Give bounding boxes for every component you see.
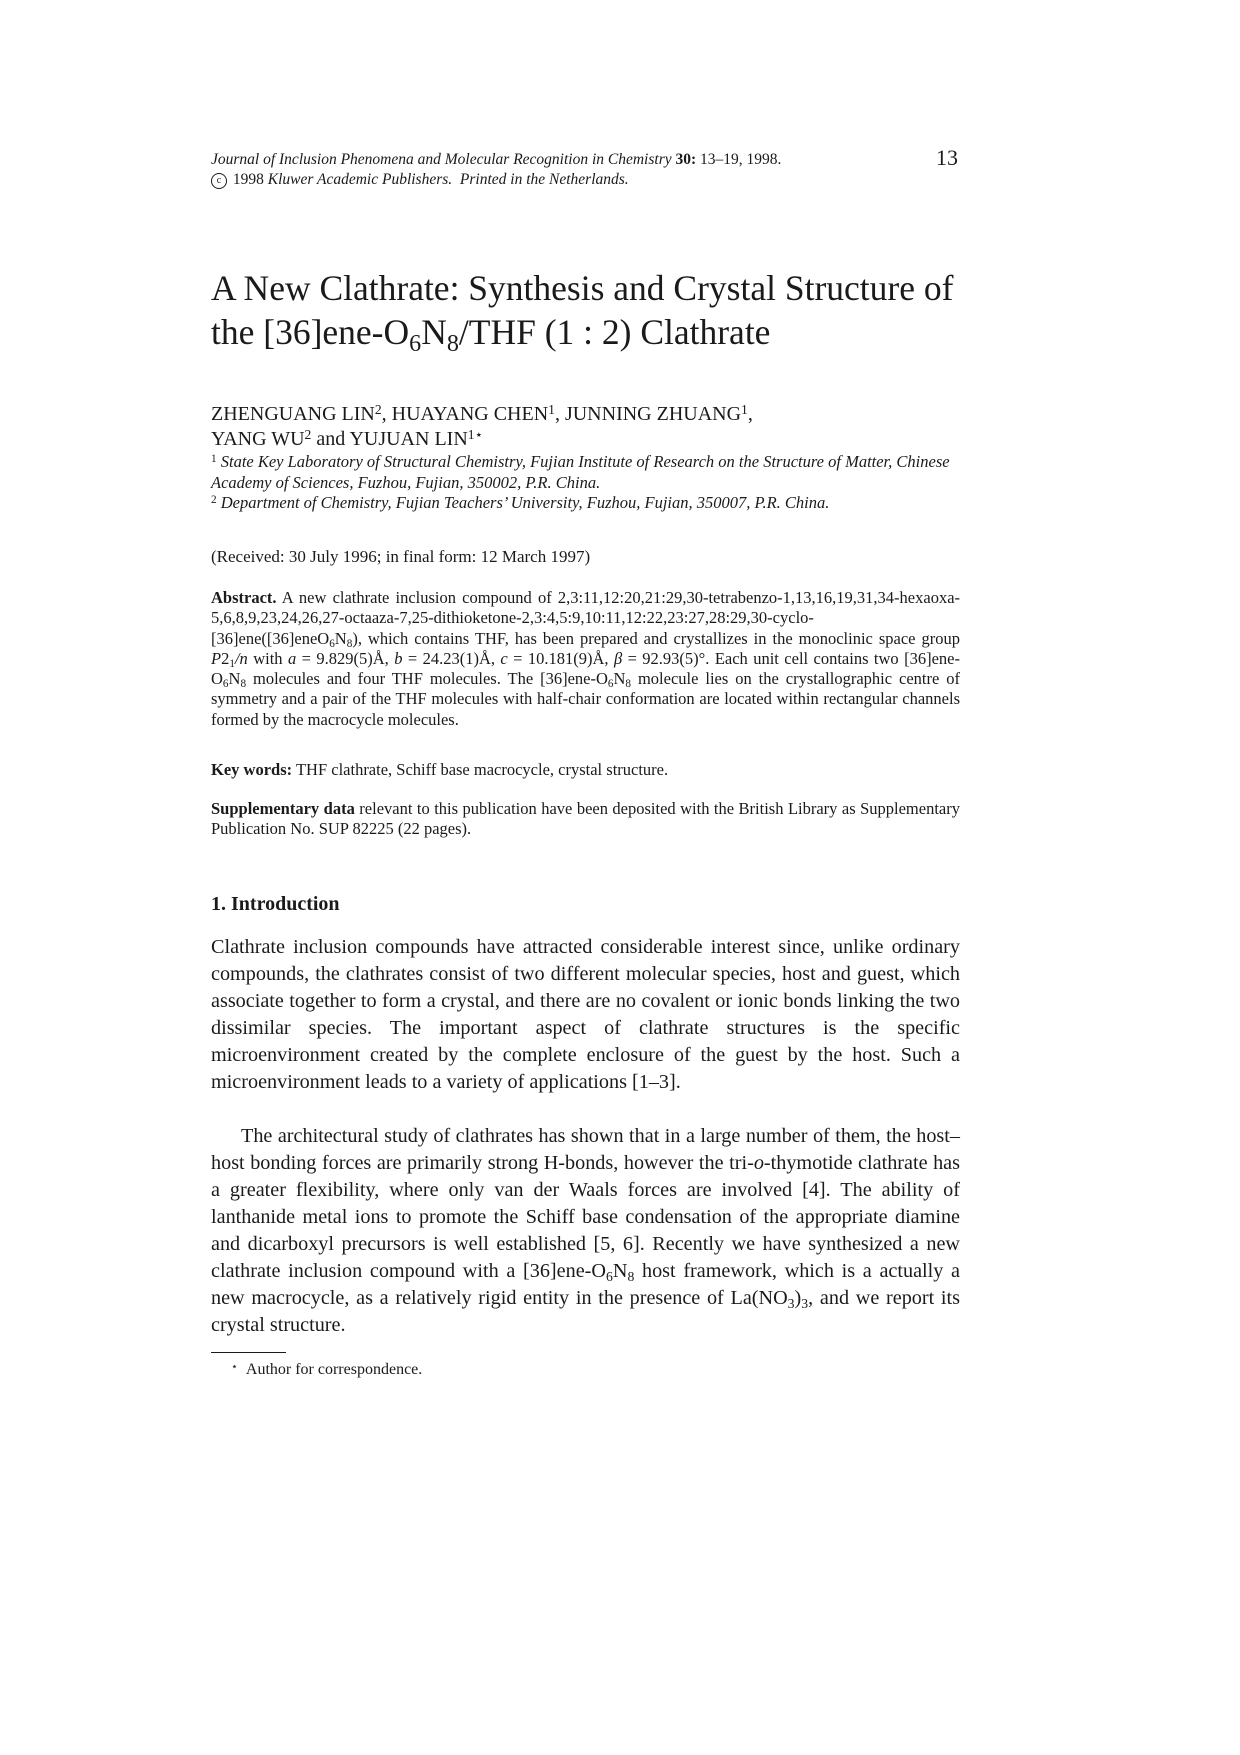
section-heading-introduction: 1. Introduction <box>211 893 340 915</box>
supplementary-data: Supplementary data relevant to this publication have been deposited with the British Library as Supplementary Publication No. SUP 82225 (22 pages). <box>211 799 960 839</box>
journal-volume: 30: <box>675 151 697 168</box>
footnote: ⋆ Author for correspondence. <box>231 1361 423 1378</box>
intro-paragraph-1: Clathrate inclusion compounds have attracted considerable interest since, unlike ordinary compounds, the clathrates consist of two different molecular species, host and guest, which associate together to form a crystal, and there are no covalent or ionic bonds linking the two dissimilar species. The important aspect of clathrate structures is the specific microenvironment created by the complete enclosure of the guest by the host. Such a microenvironment leads to a variety of applications [1–3]. <box>211 936 960 1093</box>
abstract: Abstract. A new clathrate inclusion compound of 2,3:11,12:20,21:29,30-tetrabenzo-1,13,16,19,31,34-hexaoxa-5,6,8,9,23,24,26,27-octaaza-7,25-dithioketone-2,3:4,5:9,10:11,$12:22,23:27,28:29,30-cyclo-[36]ene([36]eneO_6N_8)$, which contains THF, has been prepared and crystallizes in the monoclinic space group $P2_1/n$ with a = 9.829(5)Å, b = 24.23(1)Å, c = 10.181(9)Å, β = 92.93(5)°. Each unit cell contains two $[36]ene-O_6N_8$ molecules and four THF molecules. The $[36]ene-O_6N_8$ molecule lies on the crystallographic centre of symmetry and a pair of the THF molecules with half-chair conformation are located within rectangular channels formed by the macrocycle molecules. <box>211 588 961 729</box>
abstract-label: Abstract. <box>211 588 277 607</box>
affiliation-1: $^1$ State Key Laboratory of Structural Chemistry, Fujian Institute of Research on the Structure of Matter, Chinese Academy of Sciences, Fuzhou, Fujian, 350002, P.R. China. <box>211 452 950 492</box>
copyright-icon: c <box>211 173 227 189</box>
journal-pages-year: 13–19, 1998. <box>700 151 782 168</box>
footnote-star: ⋆ <box>231 1361 238 1373</box>
journal-name: Journal of Inclusion Phenomena and Molecular Recognition in Chemistry <box>211 151 672 168</box>
page-number: 13 <box>936 145 958 170</box>
author-list: ZHENGUANG LIN$^2$, HUAYANG CHEN$^1$, JUNNING ZHUANG$^1$, YANG $WU^2$ and YUJUAN $LIN^{1⋆}$ <box>211 401 753 450</box>
affiliation-2: $^2$ Department of Chemistry, Fujian Teachers’ University, Fuzhou, Fujian, 350007, P.R. China. <box>211 493 830 512</box>
title-line-2: the $[36]ene-O_6N_8$/THF (1 : 2) Clathrate <box>211 312 771 357</box>
printed-note: Printed in the Netherlands. <box>459 171 629 188</box>
supplementary-label: Supplementary data <box>211 799 355 818</box>
copyright-line <box>211 170 629 190</box>
title-line-1: A New Clathrate: Synthesis and Crystal Structure of <box>211 268 954 308</box>
received-dates: (Received: 30 July 1996; in final form: 12 March 1997) <box>211 547 591 566</box>
keywords: Key words: THF clathrate, Schiff base macrocycle, crystal structure. <box>211 760 669 779</box>
footnote-rule <box>211 1352 286 1353</box>
copyright-year: 1998 <box>232 171 264 188</box>
journal-citation <box>211 150 781 170</box>
paper-title <box>211 266 971 357</box>
publisher: Kluwer Academic Publishers. <box>267 171 453 188</box>
corresponding-star: ⋆ <box>474 426 484 442</box>
keywords-label: Key words: <box>211 760 293 779</box>
intro-paragraph-2: The architectural study of clathrates has shown that in a large number of them, the host–host bonding forces are primarily strong H-bonds, however the tri-o-thymotide clathrate has a greater flexibility, where only van der Waals forces are involved [4]. The ability of lanthanide metal ions to promote the Schiff base condensation of the appropriate diamine and dicarboxyl precursors is well established [5, 6]. Recently we have synthesized a new clathrate inclusion compound with a $[36]ene-O_6N_8$ host framework, which is a actually a new macrocycle, as a relatively rigid entity in the presence of $La(NO_3)_3$, and we report its crystal structure. <box>211 1125 961 1336</box>
